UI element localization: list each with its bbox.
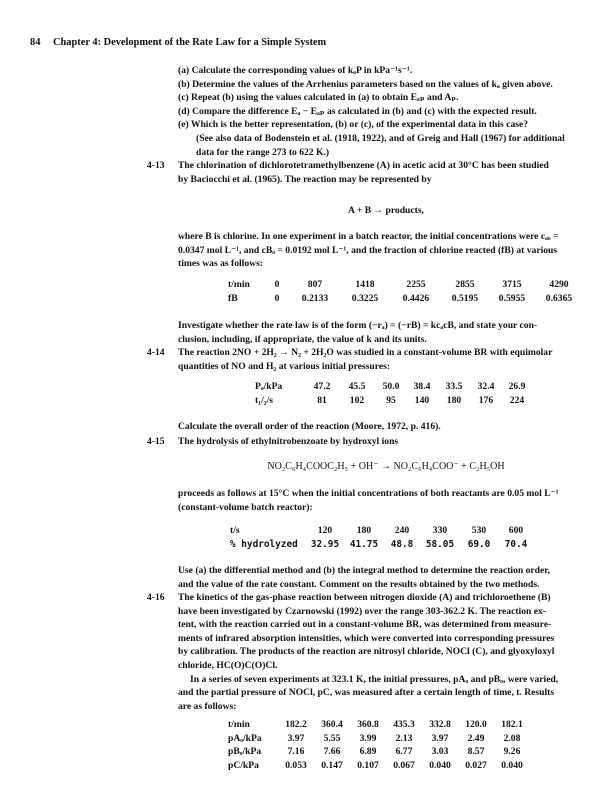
table-row (228, 718, 530, 732)
cell: 2.49 (467, 732, 485, 744)
cell: 8.57 (467, 746, 485, 758)
row-label-t: t/min (228, 279, 250, 290)
cell: 182.1 (501, 719, 523, 730)
cell: 70.4 (504, 538, 528, 550)
cell: 47.2 (313, 381, 331, 392)
after-line: and the value of the rate constant. Comment on the results obtained by the two methods. (178, 578, 540, 590)
after-line: Calculate the overall order of the reaction (Moore, 1972, p. 416). (178, 421, 441, 432)
cell: 32.4 (477, 381, 495, 392)
part-d: (d) Compare the difference Eₐ − Eₐₚ as calculated in (b) and (c) with the expected result. (178, 105, 537, 117)
cell: 69.0 (467, 538, 491, 550)
intro-line: quantities of NO and H₂ at various initial pressures: (178, 360, 391, 372)
cell: 33.5 (445, 381, 463, 392)
table-row (230, 538, 534, 552)
row-label-pc: pC/kPa (228, 759, 259, 771)
cell: 360.8 (357, 719, 379, 730)
intro-line: have been investigated by Czarnowski (1992) over the range 303-362.2 K. The reaction ex- (178, 605, 546, 617)
cell: 2855 (455, 279, 475, 290)
problem-4-14 (147, 346, 553, 373)
previous-problem-parts (178, 64, 565, 159)
intro-line: The chlorination of dichlorotetramethylbenzene (A) in acetic acid at 30°C has been studied (178, 160, 549, 171)
part-b: (b) Determine the values of the Arrhenius parameters based on the values of kₐ given above. (178, 78, 553, 90)
cell: 0.053 (285, 759, 307, 771)
part-e-note-2: data for the range 273 to 622 K.) (196, 146, 330, 158)
table-row (228, 745, 530, 759)
equation-4-13: A + B → products, (348, 205, 424, 216)
intro-line: ments of infrared absorption intensities, which were converted into corresponding pressures (178, 632, 555, 644)
body-line: proceeds as follows at 15°C when the initial concentrations of both reactants are 0.05 mol L⁻¹ (178, 488, 559, 499)
cell: 600 (508, 525, 524, 536)
cell: 0 (274, 292, 280, 304)
intro-line: chloride, HC(O)C(O)Cl. (178, 659, 278, 671)
cell: 807 (307, 279, 323, 290)
cell: 26.9 (508, 381, 526, 392)
cell: 0.6365 (545, 292, 573, 304)
problem-4-15-after (178, 564, 550, 591)
problem-number: 4-14 (147, 347, 165, 358)
equation-4-15: NO₂C₆H₄COOC₂H₅ + OH⁻ → NO₂C₆H₄COO⁻ + C₂H₅OH (267, 461, 505, 472)
problem-4-15 (147, 435, 399, 449)
intro-line: by Baciocchi et al. (1965). The reaction may be represented by (178, 173, 432, 185)
cell: 0 (274, 279, 280, 290)
cell: 6.89 (359, 746, 377, 758)
cell: 50.0 (382, 381, 400, 392)
cell: 0.5195 (451, 292, 479, 304)
table-row (228, 292, 582, 306)
page-header (30, 36, 326, 50)
intro-line: and the partial pressure of NOCl, pC, was measured after a certain length of time, t. Results (178, 687, 555, 699)
body-line: where B is chlorine. In one experiment in a batch reactor, the initial concentrations were cₐₒ = (178, 231, 559, 242)
problem-number: 4-16 (147, 592, 165, 603)
cell: 435.3 (393, 719, 415, 730)
cell: 0.107 (357, 759, 379, 771)
intro-line: In a series of seven experiments at 323.1 K, the initial pressures, pAₒ and pBₒ, were varied, (190, 673, 559, 685)
cell: 3.99 (359, 732, 377, 744)
problem-number: 4-13 (147, 160, 165, 171)
cell: 0.5955 (498, 292, 526, 304)
cell: 95 (386, 394, 396, 406)
cell: 0.4426 (402, 292, 430, 304)
data-table-4-14 (255, 380, 533, 407)
intro-line: The kinetics of the gas-phase reaction between nitrogen dioxide (A) and trichloroethene (B) (178, 592, 551, 603)
part-a: (a) Calculate the corresponding values of kₐP in kPa⁻¹s⁻¹. (178, 65, 413, 76)
intro-line: by calibration. The products of the reaction are nitrosyl chloride, NOCl (C), and glyoxyloxyl (178, 646, 555, 658)
row-label-p: Pₒ/kPa (255, 381, 283, 392)
row-label-t: t₁/₂/s (255, 394, 274, 406)
cell: 120 (317, 525, 333, 536)
cell: 180 (356, 525, 372, 536)
cell: 0.3225 (351, 292, 379, 304)
data-table-4-16 (228, 718, 530, 772)
cell: 1418 (355, 279, 375, 290)
intro-line: The hydrolysis of ethylnitrobenzoate by hydroxyl ions (178, 436, 399, 447)
row-label-f: fB (228, 292, 238, 304)
cell: 0.040 (429, 759, 451, 771)
cell: 81 (317, 394, 327, 406)
row-label-hydrolyzed: % hydrolyzed (230, 538, 298, 550)
cell: 2.13 (395, 732, 413, 744)
table-row (255, 394, 533, 408)
cell: 2255 (406, 279, 426, 290)
problem-4-14-after (178, 420, 441, 434)
cell: 120.0 (465, 719, 487, 730)
intro-line: are as follows: (178, 700, 237, 712)
cell: 0.067 (393, 759, 415, 771)
row-label-pa: pAₒ/kPa (228, 732, 262, 744)
cell: 3.03 (431, 746, 449, 758)
table-row (228, 278, 582, 292)
problem-4-13-body (178, 230, 559, 271)
after-line: clusion, including, if appropriate, the value of k and its units. (178, 333, 427, 345)
cell: 6.77 (395, 746, 413, 758)
data-table-4-13 (228, 278, 582, 305)
cell: 332.8 (429, 719, 451, 730)
table-row (228, 759, 530, 773)
part-c: (c) Repeat (b) using the values calculated in (a) to obtain Eₐₚ and Aₚ. (178, 92, 459, 104)
problem-4-15-body (178, 487, 559, 514)
intro-line: The reaction 2NO + 2H₂ → N₂ + 2H₂O was studied in a constant-volume BR with equimolar (178, 347, 553, 358)
body-line: 0.0347 mol L⁻¹, and cBₒ = 0.0192 mol L⁻¹, and the fraction of chlorine reacted (fB) at various (178, 244, 558, 256)
body-line: (constant-volume batch reactor): (178, 501, 313, 513)
table-row (228, 732, 530, 746)
cell: 530 (471, 525, 487, 536)
cell: 4290 (549, 279, 569, 290)
cell: 3.97 (431, 732, 449, 744)
cell: 240 (394, 525, 410, 536)
data-table-4-15 (230, 524, 534, 551)
cell: 0.040 (501, 759, 523, 771)
cell: 330 (432, 525, 448, 536)
page-number: 84 (30, 37, 41, 48)
row-label-pb: pBₒ/kPa (228, 746, 262, 758)
cell: 180 (446, 394, 462, 406)
table-row (230, 524, 534, 538)
cell: 58.05 (425, 538, 455, 550)
cell: 32.95 (310, 538, 340, 550)
cell: 7.66 (323, 746, 341, 758)
cell: 38.4 (413, 381, 431, 392)
cell: 5.55 (323, 732, 341, 744)
cell: 0.2133 (301, 292, 329, 304)
part-e: (e) Which is the better representation, (b) or (c), of the experimental data in this case? (178, 119, 529, 131)
problem-4-13-after (178, 319, 537, 346)
cell: 45.5 (348, 381, 366, 392)
after-line: Investigate whether the rate law is of the form (−rₐ) = (−rB) = kcₐcB, and state your con- (178, 320, 538, 331)
problem-number: 4-15 (147, 436, 165, 447)
cell: 360.4 (321, 719, 343, 730)
table-row (255, 380, 533, 394)
cell: 41.75 (349, 538, 379, 550)
body-line: times was as follows: (178, 258, 264, 270)
after-line: Use (a) the differential method and (b) the integral method to determine the reaction order, (178, 565, 551, 576)
cell: 176 (478, 394, 494, 406)
row-label-t: t/s (230, 525, 240, 536)
intro-line: tent, with the reaction carried out in a constant-volume BR, was determined from measure- (178, 619, 552, 631)
cell: 3715 (502, 279, 522, 290)
part-e-note-1: (See also data of Bodenstein et al. (1918, 1922), and of Greig and Hall (1967) for additional (196, 132, 565, 144)
cell: 48.8 (390, 538, 414, 550)
chapter-title: Chapter 4: Development of the Rate Law for a Simple System (53, 37, 327, 48)
problem-4-16 (147, 591, 559, 713)
cell: 0.147 (321, 759, 343, 771)
cell: 9.26 (503, 746, 521, 758)
cell: 7.16 (287, 746, 305, 758)
cell: 102 (349, 394, 365, 406)
cell: 224 (509, 394, 525, 406)
cell: 0.027 (465, 759, 487, 771)
problem-4-13 (147, 159, 549, 186)
cell: 140 (414, 394, 430, 406)
cell: 2.08 (503, 732, 521, 744)
cell: 3.97 (287, 732, 305, 744)
cell: 182.2 (285, 719, 307, 730)
row-label-t: t/min (228, 719, 250, 730)
